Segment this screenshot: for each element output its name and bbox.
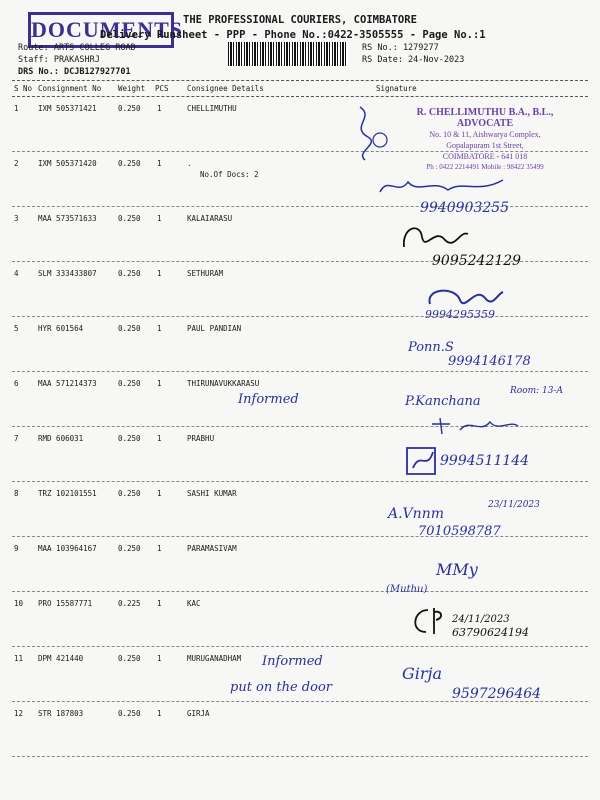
rs-number: RS No.: 1279277: [362, 43, 439, 53]
table-row: [0, 537, 600, 592]
row11-signature-scribble: [408, 606, 448, 636]
row-consignment: TRZ 102101551: [38, 489, 97, 498]
row12-handwritten-note-2: put on the door: [230, 680, 332, 695]
row3-handwritten-phone: 9940903255: [420, 200, 510, 216]
row6-handwritten-name: Ponn.S: [408, 340, 454, 355]
row-separator: [12, 756, 588, 757]
row-consignee: KAC: [187, 599, 201, 608]
row-consignment: RMD 606031: [38, 434, 84, 443]
row11-handwritten-phone: 63790624194: [452, 626, 529, 639]
row-sno: 12: [14, 709, 24, 718]
row-sno: 3: [14, 214, 19, 223]
row-consignee: .: [187, 159, 192, 168]
row-pcs: 1: [157, 489, 162, 498]
row-pcs: 1: [157, 434, 162, 443]
table-row: [0, 702, 600, 757]
row-pcs: 1: [157, 104, 162, 113]
row-sno: 10: [14, 599, 24, 608]
row-weight: 0.250: [118, 269, 141, 278]
row12-handwritten-signature: Girja: [402, 664, 443, 683]
col-sno: S No: [14, 84, 33, 93]
row8-signature-scribble: [405, 446, 445, 476]
row7-handwritten-room: Room: 13-A: [510, 386, 564, 396]
runsheet-subtitle: Delivery Runsheet - PPP - Phone No.:0422-3505555 - Page No.:1: [100, 29, 486, 41]
row-consignment: MAA 571214373: [38, 379, 97, 388]
row7-handwritten-note: Informed: [238, 392, 299, 407]
col-consignee: Consignee Details: [187, 84, 264, 93]
row-sno: 8: [14, 489, 19, 498]
row-weight: 0.250: [118, 544, 141, 553]
row-pcs: 1: [157, 324, 162, 333]
row-consignment: IXM 505371421: [38, 104, 97, 113]
row-weight: 0.250: [118, 434, 141, 443]
row-consignment: IXM 505371420: [38, 159, 97, 168]
advocate-name: R. CHELLIMUTHU B.A., B.L.,: [416, 107, 554, 118]
row6-handwritten-phone: 9994146178: [448, 354, 531, 369]
row12-handwritten-note: Informed: [262, 654, 323, 669]
row-weight: 0.250: [118, 709, 141, 718]
row-consignment: MAA 103964167: [38, 544, 97, 553]
row-note: No.Of Docs: 2: [200, 170, 259, 179]
row-pcs: 1: [157, 654, 162, 663]
row-sno: 2: [14, 159, 19, 168]
advocate-address-3: COIMBATORE - 641 018: [442, 152, 528, 161]
row7-extra-scribble: [430, 416, 520, 436]
row-sno: 1: [14, 104, 19, 113]
row12-handwritten-phone: 9597296464: [452, 686, 542, 702]
row-consignee: PRABHU: [187, 434, 215, 443]
row-pcs: 1: [157, 379, 162, 388]
row-pcs: 1: [157, 159, 162, 168]
row-pcs: 1: [157, 544, 162, 553]
advocate-phone: Ph : 0422 2214491 Mobile : 98422 35499: [426, 163, 544, 171]
col-weight: Weight: [118, 84, 146, 93]
route-label: Route: ARTS COLLEG ROAD: [18, 43, 136, 53]
col-signature: Signature: [376, 84, 417, 93]
col-pcs: PCS: [155, 84, 169, 93]
row-sno: 5: [14, 324, 19, 333]
table-row: [0, 262, 600, 317]
row-consignment: MAA 573571633: [38, 214, 97, 223]
row-weight: 0.250: [118, 379, 141, 388]
row-pcs: 1: [157, 599, 162, 608]
row-consignee: GIRJA: [187, 709, 210, 718]
row-sno: 9: [14, 544, 19, 553]
row-consignee: THIRUNAVUKKARASU: [187, 379, 260, 388]
rs-date: RS Date: 24-Nov-2023: [362, 55, 465, 65]
row11-handwritten-date: 24/11/2023: [452, 614, 510, 625]
row9-handwritten-phone: 7010598787: [418, 524, 501, 539]
row-consignment: SLM 333433807: [38, 269, 97, 278]
row5-handwritten-phone: 9994295359: [425, 308, 495, 321]
row-consignee: KALAIARASU: [187, 214, 233, 223]
documents-stamp: DOCUMENTS: [28, 12, 174, 48]
advocate-title: ADVOCATE: [456, 118, 514, 129]
advocate-stamp: [390, 107, 580, 173]
row-pcs: 1: [157, 269, 162, 278]
drs-number: DRS No.: DCJB127927701: [18, 67, 131, 77]
row4-signature-scribble: [400, 222, 470, 252]
row-sno: 6: [14, 379, 19, 388]
barcode: [228, 42, 348, 66]
row-consignee: SASHI KUMAR: [187, 489, 237, 498]
row8-handwritten-phone: 9994511144: [440, 453, 530, 469]
row-consignee: MURUGANADHAM: [187, 654, 242, 663]
row-consignment: HYR 601564: [38, 324, 84, 333]
row-weight: 0.250: [118, 159, 141, 168]
row4-handwritten-phone: 9095242129: [432, 253, 522, 269]
row10-handwritten-note: (Muthu): [386, 584, 428, 595]
row9-handwritten-signature: A.Vnnm: [388, 506, 444, 522]
row-weight: 0.225: [118, 599, 141, 608]
row-consignee: CHELLIMUTHU: [187, 104, 237, 113]
row-pcs: 1: [157, 709, 162, 718]
row3-signature-scribble: [378, 174, 508, 198]
row1-signature-scribble: [350, 102, 390, 162]
company-name: THE PROFESSIONAL COURIERS, COIMBATORE: [183, 14, 417, 26]
header-rule-top: [12, 80, 588, 81]
staff-label: Staff: PRAKASHRJ: [18, 55, 100, 65]
row-consignment: PRO 15587771: [38, 599, 93, 608]
advocate-address-1: No. 10 & 11, Aishwarya Complex,: [429, 130, 541, 139]
row-sno: 11: [14, 654, 24, 663]
row-weight: 0.250: [118, 214, 141, 223]
row7-handwritten-signature: P.Kanchana: [405, 394, 481, 409]
row-consignment: STR 187803: [38, 709, 84, 718]
advocate-address-2: Gopalapuram 1st Street,: [446, 141, 524, 150]
row-consignee: PAUL PANDIAN: [187, 324, 242, 333]
row-weight: 0.250: [118, 654, 141, 663]
row-consignment: DPM 421440: [38, 654, 84, 663]
row-sno: 4: [14, 269, 19, 278]
row-consignee: SETHURAM: [187, 269, 224, 278]
row-sno: 7: [14, 434, 19, 443]
row-weight: 0.250: [118, 104, 141, 113]
row-pcs: 1: [157, 214, 162, 223]
row10-handwritten-signature: MMy: [436, 560, 478, 579]
row-weight: 0.250: [118, 489, 141, 498]
row-weight: 0.250: [118, 324, 141, 333]
row-consignee: PARAMASIVAM: [187, 544, 237, 553]
col-consignment: Consignment No: [38, 84, 102, 93]
row9-handwritten-date: 23/11/2023: [488, 500, 540, 510]
